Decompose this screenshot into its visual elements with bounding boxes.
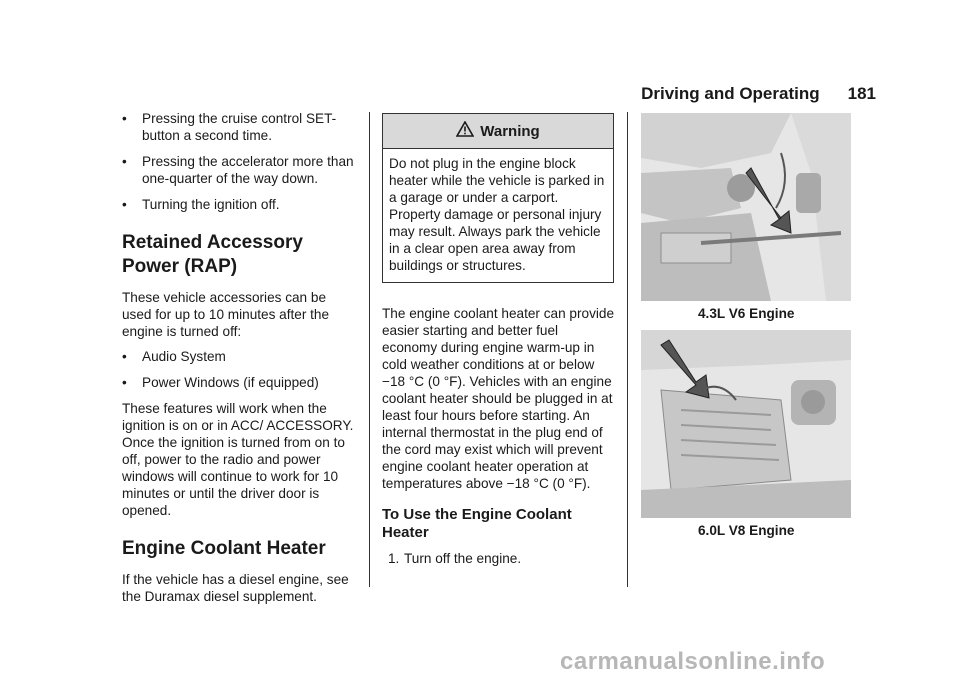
bullet-item: • Pressing the accelerator more than one-quarter of the way down. [122, 154, 354, 186]
warning-box [382, 113, 614, 283]
bullet-text: Power Windows (if equipped) [142, 375, 319, 390]
column-divider-1 [369, 112, 370, 587]
bullet-item: • Audio System [122, 349, 226, 364]
engine-coolant-heater-heading: Engine Coolant Heater [122, 538, 326, 559]
rap-intro: These vehicle accessories can be used for up to 10 minutes after the engine is turned off: [122, 290, 330, 339]
figure-caption-v8: 6.0L V8 Engine [698, 523, 795, 538]
numbered-step [382, 550, 614, 567]
bullet-item: • Power Windows (if equipped) [122, 375, 319, 390]
engine-coolant-heater-body: If the vehicle has a diesel engine, see the Duramax diesel supplement. [122, 572, 349, 604]
page-header [630, 80, 876, 108]
section-title: Driving and Operating [641, 84, 820, 103]
rap-body: These features will work when the ignition is on or in ACC/ ACCESSORY. Once the ignition is turned from on to off, power to the radio and power windows will continue to work for 10 minutes or until the driver door is opened. [122, 401, 354, 518]
engine-photo-v8 [641, 330, 851, 518]
step-text: Turn off the engine. [404, 551, 522, 566]
figure-caption-v6: 4.3L V6 Engine [698, 306, 795, 321]
engine-photo-v6 [641, 113, 851, 301]
column-2 [382, 113, 614, 567]
column-divider-2 [627, 112, 628, 587]
watermark-text: carmanualsonline.info [560, 648, 826, 675]
bullet-text: Pressing the accelerator more than one-quarter of the way down. [142, 154, 354, 186]
warning-text: Do not plug in the engine block heater while the vehicle is parked in a garage or under a carport. Property damage or personal injury may result. Always park the vehicle in a clear open area away from buildings or structures. [389, 156, 605, 273]
warning-title: Warning [480, 122, 540, 140]
rap-heading: Retained Accessory Power (RAP) [122, 232, 303, 277]
column-1 [122, 110, 358, 613]
bullet-item: • Pressing the cruise control SET- button a second time. [122, 111, 337, 143]
step-number: 1. [388, 551, 400, 566]
warning-header [383, 114, 613, 149]
page-number: 181 [847, 84, 876, 103]
bullet-text: Audio System [142, 349, 226, 364]
bullet-item: • Turning the ignition off. [122, 197, 280, 212]
to-use-heading: To Use the Engine Coolant Heater [382, 506, 572, 541]
bullet-text: Pressing the cruise control SET- button a second time. [142, 111, 337, 143]
bullet-text: Turning the ignition off. [142, 197, 280, 212]
coolant-heater-description: The engine coolant heater can provide easier starting and better fuel economy during engine warm-up in cold weather conditions at or below −18 °C (0 °F). Vehicles with an engine coolant heater should be plugged in at least four hours before starting. An internal thermostat in the plug end of the cord may exist which will prevent engine coolant heater operation at temperatures above −18 °C (0 °F). [382, 306, 615, 491]
warning-icon [456, 121, 474, 141]
